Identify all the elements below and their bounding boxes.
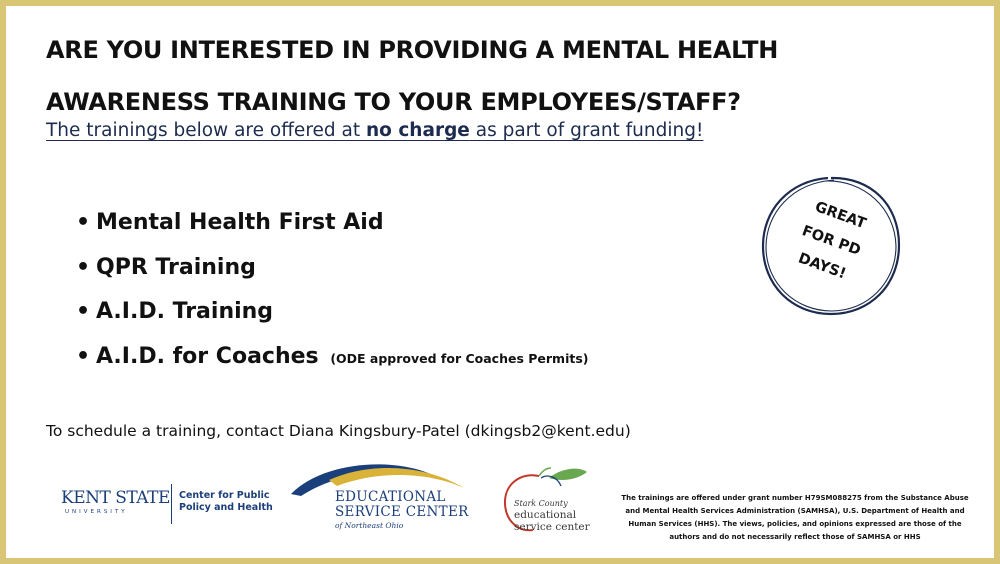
bullet-icon: • <box>76 299 91 324</box>
grant-disclaimer: The trainings are offered under grant number H79SM088275 from the Substance Abuse and Mental Health Services Administration (SAMHSA), U.S. Department of Health and Human Services (HHS). The views, policies, and opinions expressed are those of the authors and do not necessarily reflect those of SAMHSA or HHS <box>621 494 969 541</box>
stark-line-1: Stark County <box>514 499 568 508</box>
esc-line-2: SERVICE CENTER <box>335 504 469 520</box>
headline-line-1: ARE YOU INTERESTED IN PROVIDING A MENTAL HEALTH <box>46 36 779 64</box>
bullet-icon: • <box>76 210 91 235</box>
training-label: A.I.D. Training <box>96 299 274 324</box>
badge-line-3: DAYS! <box>795 250 848 283</box>
kent-state-university: UNIVERSITY <box>65 509 128 515</box>
esc-line-3: of Northeast Ohio <box>335 521 404 530</box>
headline <box>46 24 946 128</box>
kent-logo-divider <box>171 484 172 524</box>
training-list <box>76 201 589 379</box>
training-item <box>76 201 589 246</box>
esc-line-1: EDUCATIONAL <box>335 489 446 505</box>
subhead-emphasis: no charge <box>366 120 470 141</box>
kent-state-wordmark: KENT STATE <box>61 488 170 508</box>
training-label: Mental Health First Aid <box>96 210 384 235</box>
stark-line-3: service center <box>514 521 590 533</box>
bullet-icon: • <box>76 343 91 369</box>
training-label: QPR Training <box>96 254 256 280</box>
training-item <box>76 246 589 291</box>
center-line-2: Policy and Health <box>179 502 273 513</box>
kent-state-logo <box>61 482 276 528</box>
stark-county-esc-logo <box>499 466 609 536</box>
bullet-icon: • <box>76 254 91 280</box>
badge-line-1: GREAT <box>812 199 869 233</box>
subhead-after: as part of grant funding! <box>469 120 704 141</box>
center-line-1: Center for Public <box>179 490 270 501</box>
training-label: A.I.D. for Coaches <box>96 343 319 369</box>
training-item <box>76 290 589 335</box>
stark-line-2: educational <box>514 509 577 521</box>
center-for-public-policy <box>179 490 273 514</box>
contact-line: To schedule a training, contact Diana Kingsbury-Patel (dkingsb2@kent.edu) <box>46 422 631 440</box>
subhead-before: The trainings below are offered at <box>46 120 366 141</box>
headline-line-2: AWARENESS TRAINING TO YOUR EMPLOYEES/STAFF? <box>46 88 741 116</box>
training-item <box>76 335 589 380</box>
subhead <box>46 120 703 141</box>
badge-line-2: FOR PD <box>799 223 863 259</box>
training-note: (ODE approved for Coaches Permits) <box>330 350 589 366</box>
great-for-pd-badge <box>756 171 906 321</box>
esc-northeast-ohio-logo <box>289 458 474 538</box>
